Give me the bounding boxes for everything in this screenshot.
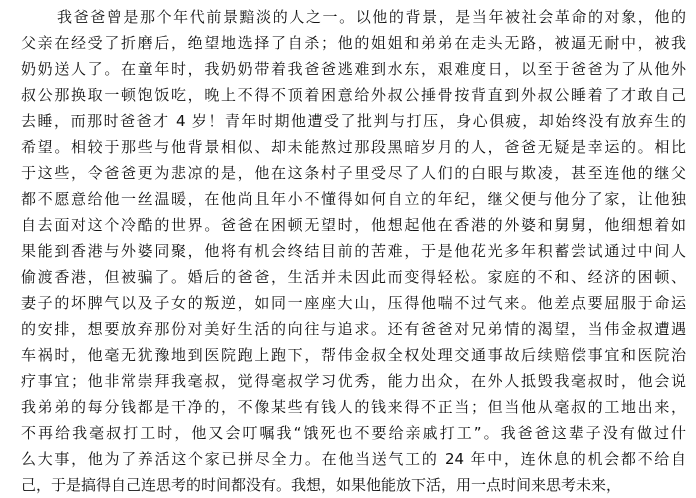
- text-line: 车祸时，他毫无犹豫地到医院跑上跑下，帮伟金叔全权处理交通事故后续赔偿事宜和医院治: [21, 346, 686, 364]
- text-line: 妻子的坏脾气以及子女的叛逆，如同一座座大山，压得他喘不过气来。他差点要屈服于命运: [21, 294, 686, 312]
- text-line: 奶奶送人了。在童年时，我奶奶带着我爸爸逃难到水东，艰难度日，以至于爸爸为了从他外: [21, 60, 686, 78]
- text-line: 不再给我毫叔打工时，他又会叮嘱我“饿死也不要给亲戚打工”。我爸爸这辈子没有做过什: [21, 424, 686, 442]
- text-line: 父亲在经受了折磨后，绝望地选择了自杀；他的姐姐和弟弟在走头无路，被逼无耐中，被我: [21, 34, 686, 52]
- text-line: 的安排，想要放弃那份对美好生活的向往与追求。还有爸爸对兄弟情的渴望，当伟金叔遭遇: [21, 320, 686, 338]
- paragraph: [21, 4, 686, 498]
- text-line: 偷渡香港，但被骗了。婚后的爸爸，生活并未因此而变得轻松。家庭的不和、经济的困顿、: [21, 268, 686, 286]
- text-line: 希望。相较于那些与他背景相似、却未能熬过那段黑暗岁月的人，爸爸无疑是幸运的。相比: [21, 138, 686, 156]
- text-line: 己，于是搞得自己连思考的时间都没有。我想，如果他能放下活，用一点时间来思考未来，: [21, 476, 622, 494]
- text-line: 我爸爸曾是那个年代前景黯淡的人之一。以他的背景，是当年被社会革命的对象，他的: [57, 8, 686, 26]
- text-line: 疗事宜；他非常崇拜我毫叔，觉得毫叔学习优秀，能力出众，在外人抵毁我毫叔时，他会说: [21, 372, 686, 390]
- text-line: 自去面对这个冷酷的世界。爸爸在困顿无望时，他想起他在香港的外婆和舅舅，他细想着如: [21, 216, 686, 234]
- text-line: 叔公那换取一顿饱饭吃，晚上不得不顶着困意给外叔公捶骨按背直到外叔公睡着了才敢自己: [21, 86, 686, 104]
- text-line: 么大事，他为了养活这个家已拼尽全力。在他当送气工的 24 年中，连休息的机会都不给自: [21, 450, 686, 468]
- text-line: 于这些，令爸爸更为悲凉的是，他在这条村子里受尽了人们的白眼与欺凌，甚至连他的继父: [21, 164, 686, 182]
- text-line: 果能到香港与外婆同聚，他将有机会终结目前的苦难，于是他花光多年积蓄尝试通过中间人: [21, 242, 686, 260]
- text-line: 我弟弟的每分钱都是干净的，不像某些有钱人的钱来得不正当；但当他从毫叔的工地出来，: [21, 398, 686, 416]
- text-line: 都不愿意给他一丝温暖，在他尚且年小不懂得如何自立的年纪，继父便与他分了家，让他独: [21, 190, 686, 208]
- text-line: 去睡，而那时爸爸才 4 岁！青年时期他遭受了批判与打压，身心俱疲，却始终没有放弃生的: [21, 112, 686, 130]
